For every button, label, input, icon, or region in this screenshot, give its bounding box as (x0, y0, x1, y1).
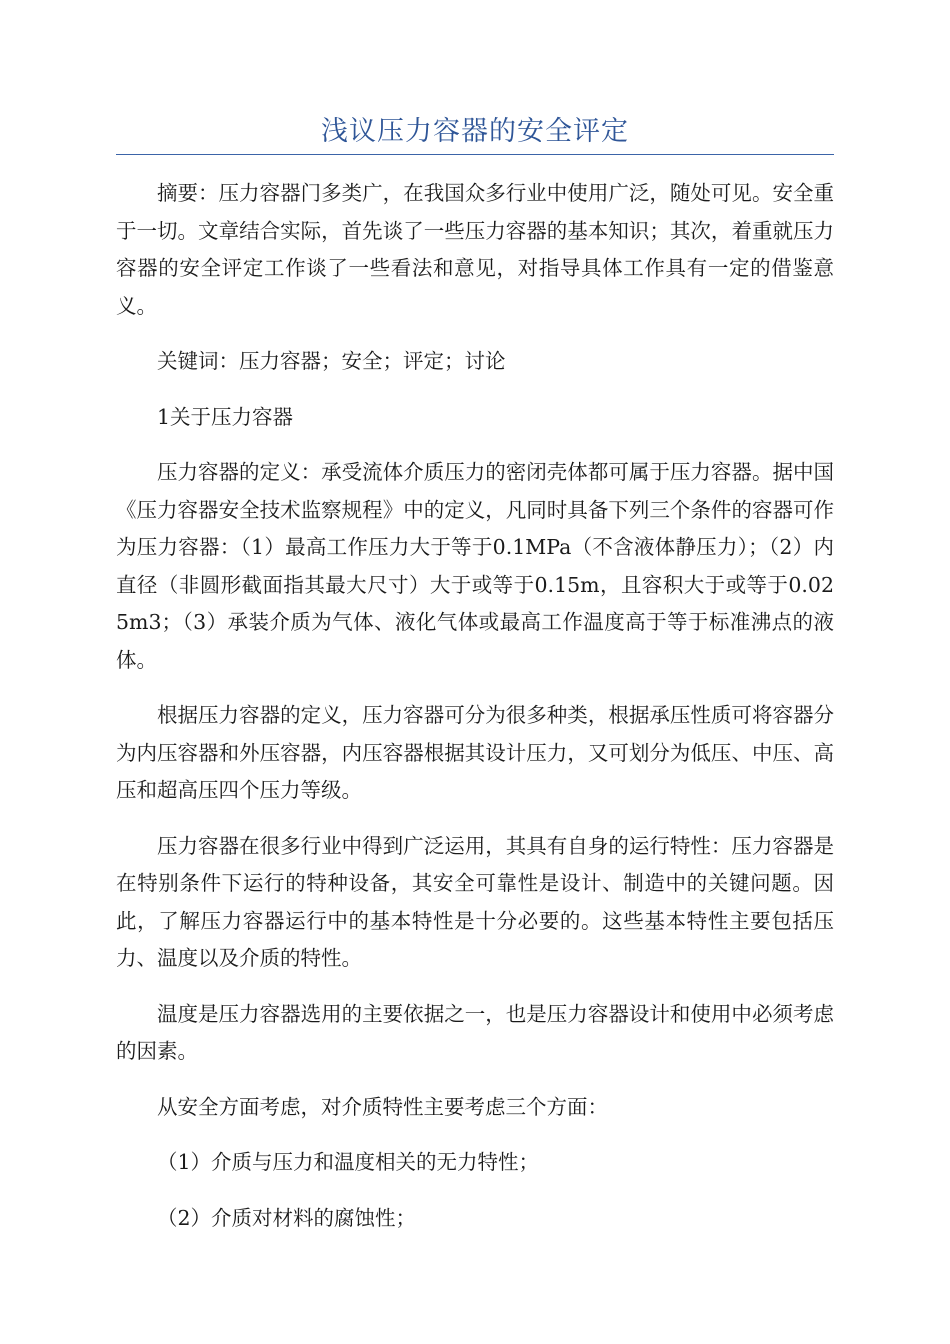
temperature-paragraph: 温度是压力容器选用的主要依据之一，也是压力容器设计和使用中必须考虑的因素。 (116, 1001, 834, 1063)
keywords-paragraph: 关键词：压力容器；安全；评定；讨论 (157, 349, 506, 373)
medium-intro-paragraph: 从安全方面考虑，对介质特性主要考虑三个方面： (157, 1094, 608, 1119)
list-item: （1）介质与压力和温度相关的无力特性； (157, 1150, 540, 1174)
characteristics-paragraph: 压力容器在很多行业中得到广泛运用，其具有自身的运行特性：压力容器是在特别条件下运行的特种设备，其安全可靠性是设计、制造中的关键问题。因此，了解压力容器运行中的基本特性是十分必要的。这些基本特性主要包括压力、温度以及介质的特性。 (116, 833, 834, 970)
abstract-paragraph: 摘要：压力容器门多类广，在我国众多行业中使用广泛，随处可见。安全重于一切。文章结合实际，首先谈了一些压力容器的基本知识；其次，着重就压力容器的安全评定工作谈了一些看法和意见，对指导具体工作具有一定的借鉴意义。 (116, 181, 834, 318)
document-title: 浅议压力容器的安全评定 (321, 116, 629, 147)
classification-paragraph: 根据压力容器的定义，压力容器可分为很多种类，根据承压性质可将容器分为内压容器和外压容器，内压容器根据其设计压力，又可划分为低压、中压、高压和超高压四个压力等级。 (116, 703, 834, 802)
definition-paragraph: 压力容器的定义：承受流体介质压力的密闭壳体都可属于压力容器。据中国《压力容器安全技术监察规程》中的定义，凡同时具备下列三个条件的容器可作为压力容器：（1）最高工作压力大于等于0.1MPa（不含液体静压力）；（2）内直径（非圆形截面指其最大尺寸）大于或等于0.15m，且容积大于或等于0.025m3；（3）承装介质为气体、液化气体或最高工作温度高于等于标准沸点的液体。 (116, 460, 834, 672)
document-body (116, 175, 834, 1255)
title-underline (116, 154, 834, 155)
section-heading-1: 1关于压力容器 (157, 404, 294, 429)
list-item: （2）介质对材料的腐蚀性； (157, 1205, 417, 1230)
